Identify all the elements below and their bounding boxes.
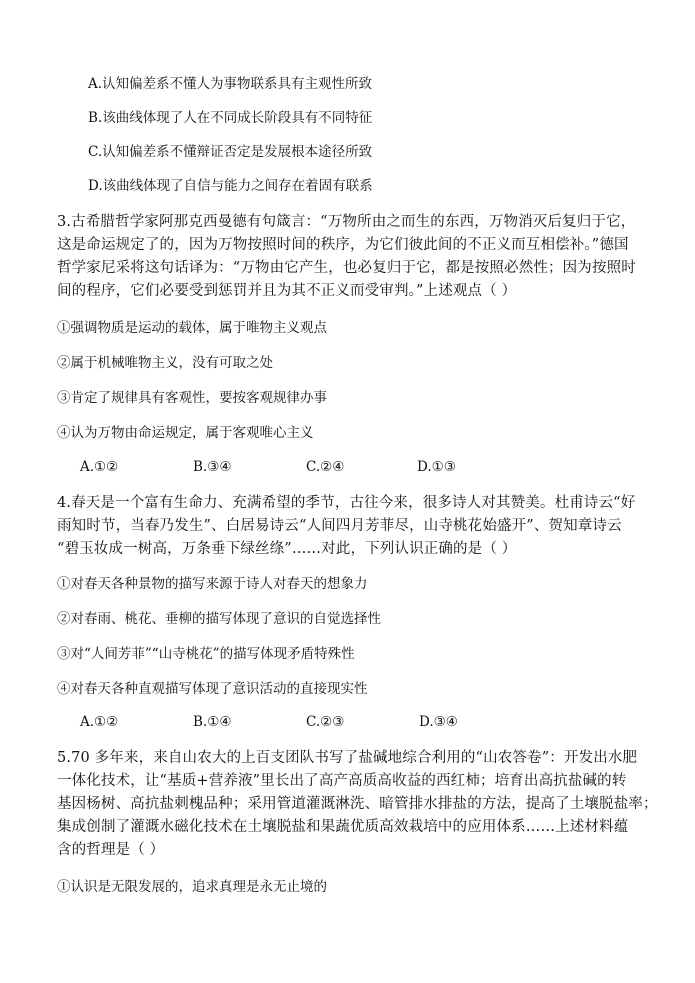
q4-choice-b: B.①④ (193, 714, 232, 730)
q3-statement-4: ④认为万物由命运规定，属于客观唯心主义 (57, 425, 314, 441)
q3-choice-b: B.③④ (193, 459, 232, 475)
q4-stem-line: 4.春天是一个富有生命力、充满希望的季节，古往今来，很多诗人对其赞美。杜甫诗云“好 (57, 495, 636, 511)
q5-stem-line: 基因杨树、高抗盐刺槐品种；采用管道灌溉淋洗、暗管排水排盐的方法，提高了土壤脱盐率； (57, 796, 658, 812)
q3-choice-a: A.①② (80, 459, 119, 475)
q2-option-a: A.认知偏差系不懂人为事物联系具有主观性所致 (88, 76, 373, 92)
q5-statement-1: ①认识是无限发展的，追求真理是永无止境的 (57, 879, 327, 895)
q4-statement-3: ③对“人间芳菲”“山寺桃花”的描写体现矛盾特殊性 (57, 646, 355, 662)
q3-choice-c: C.②④ (306, 459, 345, 475)
q2-option-b: B.该曲线体现了人在不同成长阶段具有不同特征 (88, 110, 373, 126)
q4-choice-d: D.③④ (419, 714, 458, 730)
q4-stem-line: “碧玉妆成一树高，万条垂下绿丝绦”……对此，下列认识正确的是（ ） (57, 541, 517, 557)
q3-stem-line: 哲学家尼采将这句话译为：“万物由它产生，也必复归于它，都是按照必然性；因为按照时 (57, 260, 636, 276)
q3-choice-d: D.①③ (417, 459, 456, 475)
q4-choice-c: C.②③ (306, 714, 345, 730)
q4-statement-2: ②对春雨、桃花、垂柳的描写体现了意识的自觉选择性 (57, 611, 381, 627)
q5-stem-line: 5.70 多年来，来自山农大的上百支团队书写了盐碱地综合利用的“山农答卷”：开发出水肥 (57, 750, 638, 766)
q4-stem-line: 雨知时节，当春乃发生”、白居易诗云“人间四月芳菲尽，山寺桃花始盛开”、贺知章诗云 (57, 518, 622, 534)
q3-stem-line: 3.古希腊哲学家阿那克西曼德有句箴言：“万物所由之而生的东西，万物消灭后复归于它， (57, 214, 636, 230)
q5-stem-line: 集成创制了灌溉水磁化技术在土壤脱盐和果蔬优质高效栽培中的应用体系……上述材料蕴 (57, 819, 629, 835)
q3-stem-line: 间的程序，它们必要受到惩罚并且为其不正义而受审判。”上述观点（ ） (57, 283, 517, 299)
q2-option-c: C.认知偏差系不懂辩证否定是发展根本途径所致 (88, 144, 373, 160)
q3-statement-1: ①强调物质是运动的载体，属于唯物主义观点 (57, 320, 327, 336)
q5-stem-line: 一体化技术，让“基质+营养液”里长出了高产高质高收益的西红柿；培育出高抗盐碱的转 (57, 773, 627, 789)
q4-choice-a: A.①② (80, 714, 119, 730)
q5-stem-line: 含的哲理是（ ） (57, 842, 165, 858)
q2-option-d: D.该曲线体现了自信与能力之间存在着固有联系 (88, 178, 373, 194)
q3-statement-3: ③肯定了规律具有客观性，要按客观规律办事 (57, 390, 327, 406)
q3-stem-line: 这是命运规定了的，因为万物按照时间的秩序，为它们彼此间的不正义而互相偿补。”德国 (57, 237, 629, 253)
q4-statement-4: ④对春天各种直观描写体现了意识活动的直接现实性 (57, 681, 368, 697)
q3-statement-2: ②属于机械唯物主义，没有可取之处 (57, 355, 273, 371)
q4-statement-1: ①对春天各种景物的描写来源于诗人对春天的想象力 (57, 576, 368, 592)
